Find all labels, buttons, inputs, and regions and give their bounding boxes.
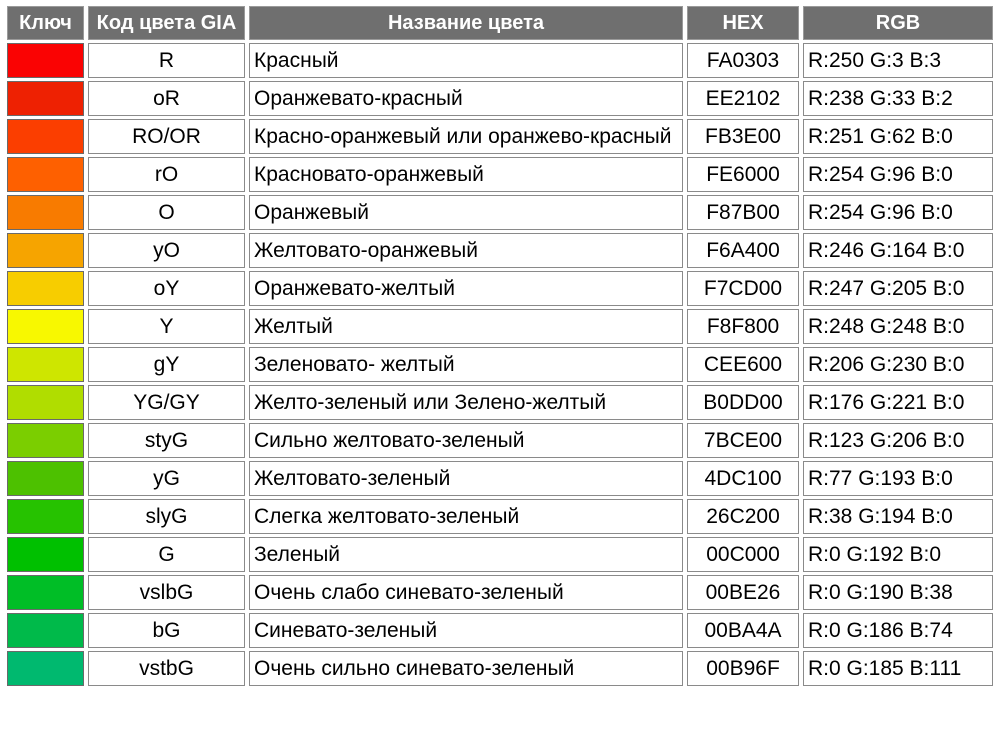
header-rgb: RGB (803, 6, 993, 40)
color-swatch-cell (7, 575, 84, 610)
gia-code-cell: yG (88, 461, 245, 496)
header-key: Ключ (7, 6, 84, 40)
color-swatch-cell (7, 347, 84, 382)
color-swatch (8, 272, 83, 305)
hex-cell: FA0303 (687, 43, 799, 78)
rgb-cell: R:250 G:3 B:3 (803, 43, 993, 78)
hex-cell: FB3E00 (687, 119, 799, 154)
color-swatch (8, 158, 83, 191)
color-name-cell: Желтый (249, 309, 683, 344)
color-swatch-cell (7, 461, 84, 496)
gia-code-cell: R (88, 43, 245, 78)
table-row (7, 157, 993, 192)
rgb-cell: R:123 G:206 B:0 (803, 423, 993, 458)
color-swatch (8, 196, 83, 229)
table-row (7, 423, 993, 458)
rgb-cell: R:176 G:221 B:0 (803, 385, 993, 420)
rgb-cell: R:254 G:96 B:0 (803, 157, 993, 192)
table-row (7, 81, 993, 116)
color-swatch-cell (7, 499, 84, 534)
table-row (7, 385, 993, 420)
color-swatch-cell (7, 81, 84, 116)
rgb-cell: R:247 G:205 B:0 (803, 271, 993, 306)
color-swatch-cell (7, 537, 84, 572)
gia-code-cell: vslbG (88, 575, 245, 610)
color-name-cell: Оранжевато-желтый (249, 271, 683, 306)
color-swatch (8, 424, 83, 457)
color-name-cell: Сильно желтовато-зеленый (249, 423, 683, 458)
hex-cell: 00B96F (687, 651, 799, 686)
color-name-cell: Желтовато-оранжевый (249, 233, 683, 268)
gia-code-cell: G (88, 537, 245, 572)
color-swatch (8, 44, 83, 77)
hex-cell: B0DD00 (687, 385, 799, 420)
color-swatch-cell (7, 233, 84, 268)
color-swatch-cell (7, 157, 84, 192)
table-row (7, 613, 993, 648)
color-swatch (8, 500, 83, 533)
hex-cell: CEE600 (687, 347, 799, 382)
color-swatch (8, 386, 83, 419)
rgb-cell: R:0 G:185 B:111 (803, 651, 993, 686)
color-name-cell: Очень слабо синевато-зеленый (249, 575, 683, 610)
hex-cell: 7BCE00 (687, 423, 799, 458)
gia-code-cell: rO (88, 157, 245, 192)
hex-cell: F7CD00 (687, 271, 799, 306)
color-name-cell: Зеленовато- желтый (249, 347, 683, 382)
color-swatch (8, 348, 83, 381)
rgb-cell: R:238 G:33 B:2 (803, 81, 993, 116)
table-row (7, 537, 993, 572)
hex-cell: F87B00 (687, 195, 799, 230)
color-swatch (8, 120, 83, 153)
table-row (7, 119, 993, 154)
hex-cell: EE2102 (687, 81, 799, 116)
table-row (7, 195, 993, 230)
color-swatch-cell (7, 423, 84, 458)
table-row (7, 233, 993, 268)
gia-code-cell: gY (88, 347, 245, 382)
color-name-cell: Желтовато-зеленый (249, 461, 683, 496)
table-body (7, 43, 993, 686)
color-name-cell: Красновато-оранжевый (249, 157, 683, 192)
header-hex: HEX (687, 6, 799, 40)
hex-cell: 00BA4A (687, 613, 799, 648)
rgb-cell: R:206 G:230 B:0 (803, 347, 993, 382)
color-swatch-cell (7, 651, 84, 686)
color-name-cell: Слегка желтовато-зеленый (249, 499, 683, 534)
color-swatch-cell (7, 271, 84, 306)
color-name-cell: Оранжевый (249, 195, 683, 230)
color-name-cell: Желто-зеленый или Зелено-желтый (249, 385, 683, 420)
color-name-cell: Красно-оранжевый или оранжево-красный (249, 119, 683, 154)
color-swatch (8, 310, 83, 343)
rgb-cell: R:248 G:248 B:0 (803, 309, 993, 344)
rgb-cell: R:254 G:96 B:0 (803, 195, 993, 230)
hex-cell: F8F800 (687, 309, 799, 344)
color-name-cell: Очень сильно синевато-зеленый (249, 651, 683, 686)
rgb-cell: R:0 G:192 B:0 (803, 537, 993, 572)
color-swatch-cell (7, 195, 84, 230)
color-name-cell: Зеленый (249, 537, 683, 572)
color-swatch-cell (7, 613, 84, 648)
gia-code-cell: RO/OR (88, 119, 245, 154)
gia-code-cell: oR (88, 81, 245, 116)
rgb-cell: R:0 G:190 B:38 (803, 575, 993, 610)
color-swatch (8, 652, 83, 685)
gia-color-table (3, 3, 997, 689)
hex-cell: FE6000 (687, 157, 799, 192)
color-swatch-cell (7, 43, 84, 78)
color-swatch (8, 614, 83, 647)
rgb-cell: R:38 G:194 B:0 (803, 499, 993, 534)
table-row (7, 43, 993, 78)
color-swatch-cell (7, 119, 84, 154)
gia-code-cell: slyG (88, 499, 245, 534)
header-gia-code: Код цвета GIA (88, 6, 245, 40)
hex-cell: 4DC100 (687, 461, 799, 496)
gia-code-cell: YG/GY (88, 385, 245, 420)
table-row (7, 347, 993, 382)
rgb-cell: R:77 G:193 B:0 (803, 461, 993, 496)
hex-cell: 26C200 (687, 499, 799, 534)
color-swatch (8, 462, 83, 495)
color-swatch-cell (7, 385, 84, 420)
color-swatch (8, 234, 83, 267)
table-row (7, 461, 993, 496)
rgb-cell: R:0 G:186 B:74 (803, 613, 993, 648)
gia-code-cell: oY (88, 271, 245, 306)
table-row (7, 271, 993, 306)
color-swatch (8, 576, 83, 609)
hex-cell: 00C000 (687, 537, 799, 572)
table-row (7, 575, 993, 610)
color-swatch (8, 538, 83, 571)
gia-code-cell: O (88, 195, 245, 230)
table-row (7, 651, 993, 686)
color-swatch (8, 82, 83, 115)
hex-cell: 00BE26 (687, 575, 799, 610)
gia-code-cell: bG (88, 613, 245, 648)
gia-code-cell: Y (88, 309, 245, 344)
gia-code-cell: styG (88, 423, 245, 458)
gia-code-cell: vstbG (88, 651, 245, 686)
color-name-cell: Синевато-зеленый (249, 613, 683, 648)
color-swatch-cell (7, 309, 84, 344)
table-row (7, 309, 993, 344)
color-name-cell: Красный (249, 43, 683, 78)
table-row (7, 499, 993, 534)
gia-code-cell: yO (88, 233, 245, 268)
hex-cell: F6A400 (687, 233, 799, 268)
rgb-cell: R:246 G:164 B:0 (803, 233, 993, 268)
color-name-cell: Оранжевато-красный (249, 81, 683, 116)
header-color-name: Название цвета (249, 6, 683, 40)
rgb-cell: R:251 G:62 B:0 (803, 119, 993, 154)
table-header-row (7, 6, 993, 40)
